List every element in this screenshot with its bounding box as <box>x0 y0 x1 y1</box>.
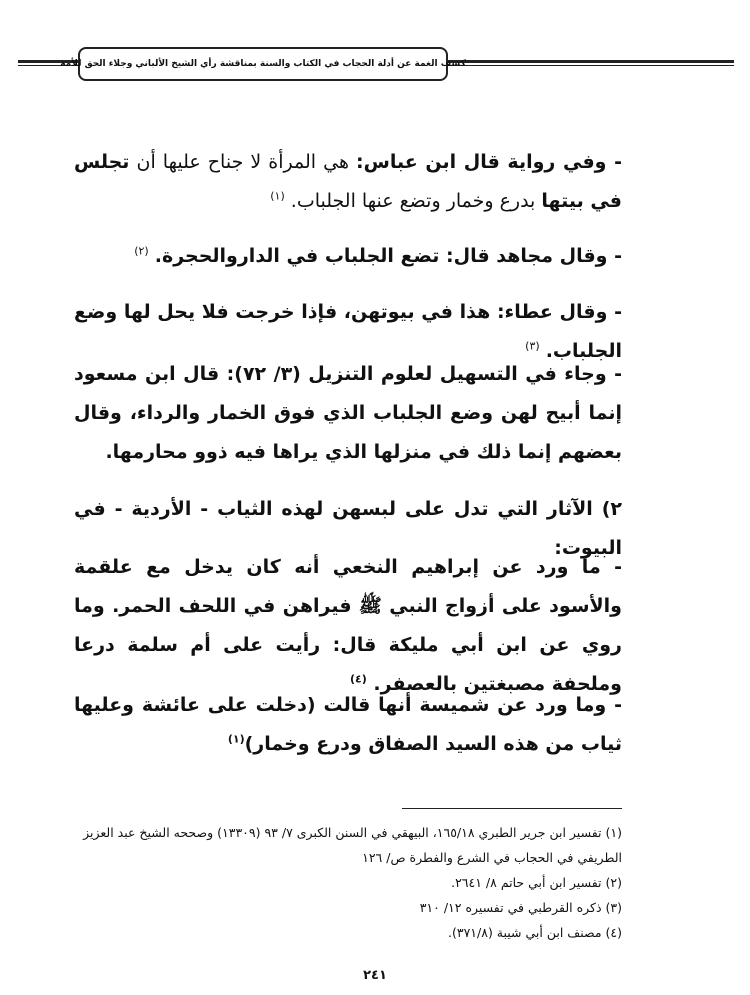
header-rule-right <box>446 60 734 63</box>
footnote-marker: (٣) <box>525 339 540 353</box>
paragraph-lead: - وفي رواية قال ابن عباس: <box>356 151 622 173</box>
running-header-title: كشف الغمة عن أدلة الحجاب في الكتاب والسنة بمناقشة رأي الشيخ الألباني وجلاء الحق للأمة <box>60 59 466 69</box>
footnote-marker: (٢) <box>134 244 149 258</box>
footnote-1: (١) تفسير ابن جرير الطبري ١٦٥/١٨، البيهقي في السنن الكبرى ٧/ ٩٣ (١٣٣٠٩) وصححه الشيخ عبد العزيز الطريفي في الحجاب في الشرع والفطرة ص/ ١٢٦ <box>83 825 622 865</box>
footnote-2: (٢) تفسير ابن أبي حاتم ٨/ ٢٦٤١. <box>451 875 622 890</box>
footnotes <box>74 820 622 945</box>
footnote-3: (٣) ذكره القرطبي في تفسيره ١٢/ ٣١٠ <box>419 900 622 915</box>
paragraph-text: هي المرأة لا جناح عليها أن <box>129 151 357 173</box>
paragraph-text: - وما ورد عن شميسة أنها قالت (دخلت على عائشة وعليها ثياب من هذه السيد الصفاق ودرع وخمار) <box>74 694 622 755</box>
footnote-4: (٤) مصنف ابن أبي شيبة (٣٧١/٨). <box>448 925 622 940</box>
paragraph-mujahid <box>74 237 622 276</box>
paragraph-lead: - وقال مجاهد قال: <box>445 245 622 267</box>
footnote-marker: (٤) <box>350 672 367 686</box>
paragraph-nakhai <box>74 548 622 704</box>
footnote-separator <box>402 808 622 809</box>
section-heading: ٢) الآثار التي تدل على لبسهن لهذه الثياب - الأردية - في البيوت: <box>74 498 622 559</box>
paragraph-shumaysa <box>74 686 622 764</box>
paragraph-text: - ما ورد عن إبراهيم النخعي أنه كان يدخل مع علقمة والأسود على أزواج النبي ﷺ فيراهن في اللحف الحمر. وما روي عن ابن أبي مليكة قال: رأيت على أم سلمة درعا وملحفة مصبغتين بالعصفر. <box>74 556 622 695</box>
footnote-marker: (١) <box>227 732 245 746</box>
paragraph-ibn-abbas <box>74 143 622 221</box>
running-header <box>60 47 466 81</box>
paragraph-text: تضع الجلباب في الداروالحجرة. <box>154 245 446 267</box>
footnote-marker: (١) <box>270 189 285 203</box>
paragraph-emphasis: تجلس في بيتها <box>74 151 622 212</box>
paragraph-tasheel <box>74 355 622 472</box>
paragraph-lead: - وجاء في التسهيل لعلوم التنزيل (٣/ ٧٢): <box>226 363 622 385</box>
paragraph-text-rest: بدرع وخمار وتضع عنها الجلباب. <box>290 190 542 212</box>
paragraph-text: قال ابن مسعود إنما أبيح لهن وضع الجلباب الذي فوق الخمار والرداء، وقال بعضهم إنما ذلك في منزلها الذي يراها فيه ذوو محارمها. <box>74 363 622 463</box>
paragraph-text: هذا في بيوتهن، فإذا خرجت فلا يحل لها وضع الجلباب. <box>74 301 622 362</box>
header-rule-right-thin <box>446 65 734 66</box>
paragraph-lead: - وقال عطاء: <box>496 301 622 323</box>
page-number: ٢٤١ <box>363 968 387 983</box>
